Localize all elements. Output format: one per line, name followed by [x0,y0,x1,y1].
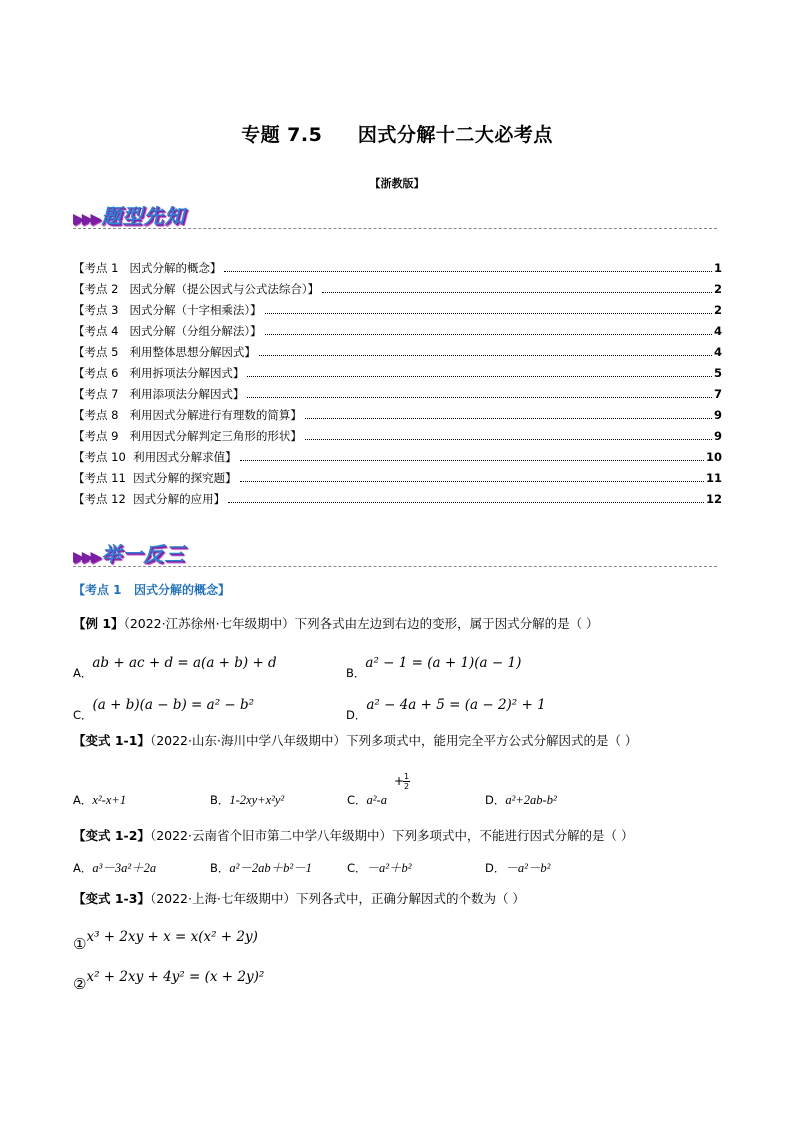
statement-item [73,966,265,993]
variant-question [73,826,633,844]
option-letter: C． [347,861,367,875]
toc-row[interactable] [73,338,722,359]
item-expression: x³ + 2xy + x = x(x² + 2y) [86,929,258,945]
toc-label: 【考点 1 因式分解的概念】 [73,261,222,275]
toc-page-number: 4 [713,324,722,338]
section-banner-overview [73,200,185,229]
question-tag: 【例 1】 [73,616,124,631]
toc-leader [322,292,712,293]
option-expression: (a + b)(a − b) = a² − b² [92,697,255,713]
option-letter: A． [73,666,93,680]
section-divider [73,566,717,567]
section-divider [73,228,717,229]
option-letter: B． [210,861,230,875]
toc-page-number: 11 [705,471,722,485]
variant-question [73,731,637,749]
option-letter: C． [73,708,93,722]
item-number: ② [73,975,87,993]
variant-question [73,889,525,907]
toc-leader [305,418,712,419]
toc-label: 【考点 9 利用因式分解判定三角形的形状】 [73,429,302,443]
option-expression: x²-x+1 [92,793,127,807]
toc-label: 【考点 3 因式分解（十字相乘法）】 [73,303,262,317]
option-expression: a³－3a²＋2a [92,861,157,875]
question-text: （2022·上海·七年级期中）下列各式中，正确分解因式的个数为（ ） [149,891,525,906]
option-b[interactable] [346,652,522,680]
toc-leader [259,355,712,356]
question-tag: 【变式 1-2】 [73,828,150,843]
toc-label: 【考点 8 利用因式分解进行有理数的简算】 [73,408,302,422]
option-letter: B． [346,666,366,680]
toc-label: 【考点 12 因式分解的应用】 [73,492,226,506]
toc-leader [240,481,704,482]
document-title: 专题 7.5 因式分解十二大必考点 [241,124,553,146]
toc-leader [228,502,704,503]
toc-leader [240,460,704,461]
toc-label: 【考点 4 因式分解（分组分解法）】 [73,324,262,338]
item-number: ① [73,935,87,953]
toc-row[interactable] [73,401,722,422]
option-a[interactable] [73,652,277,680]
question-tag: 【变式 1-3】 [73,891,150,906]
table-of-contents [73,254,722,506]
option-expression: －a²＋b² [366,861,412,875]
toc-page-number: 5 [713,366,722,380]
question-text: （2022·江苏徐州·七年级期中）下列各式由左边到右边的变形，属于因式分解的是（ ） [123,616,599,631]
toc-leader [305,439,712,440]
question-text: （2022·云南省个旧市第二中学八年级期中）下列多项式中，不能进行因式分解的是（ ） [149,828,634,843]
edition-label: 【浙教版】 [369,177,425,190]
option-expression: a² − 4a + 5 = (a − 2)² + 1 [366,697,546,713]
option-expression: －a²－b² [505,861,551,875]
option-letter: A． [73,793,93,807]
toc-page-number: 7 [713,387,722,401]
toc-row[interactable] [73,443,722,464]
option-letter: D． [485,793,506,807]
option-letter: B． [210,793,230,807]
toc-label: 【考点 2 因式分解（提公因式与公式法综合）】 [73,282,320,296]
toc-page-number: 12 [705,492,722,506]
question-text: （2022·山东·海川中学八年级期中）下列多项式中，能用完全平方公式分解因式的是（ ） [149,733,638,748]
option-expression: a²－2ab＋b²－1 [229,861,312,875]
toc-row[interactable] [73,485,722,506]
option-c[interactable] [347,858,412,876]
toc-page-number: 10 [705,450,722,464]
option-c[interactable] [73,694,255,722]
example-question [73,614,599,632]
toc-row[interactable] [73,359,722,380]
option-d[interactable] [346,694,546,722]
kaodian-heading: 【考点 1 因式分解的概念】 [73,583,231,597]
toc-page-number: 2 [713,303,722,317]
toc-page-number: 9 [713,408,722,422]
toc-label: 【考点 10 利用因式分解求值】 [73,450,237,464]
toc-page-number: 1 [713,261,722,275]
toc-leader [224,271,712,272]
fraction-numerator: 1 [403,772,410,781]
option-d[interactable] [485,792,557,808]
item-expression: x² + 2xy + 4y² = (x + 2y)² [86,969,265,985]
option-expression: a² − 1 = (a + 1)(a − 1) [365,655,522,671]
toc-label: 【考点 5 利用整体思想分解因式】 [73,345,256,359]
toc-row[interactable] [73,275,722,296]
option-b[interactable] [210,792,284,808]
option-a[interactable] [73,792,126,808]
option-a[interactable] [73,858,156,876]
option-letter: A． [73,861,93,875]
superscript-plus: + [394,774,405,788]
toc-row[interactable] [73,296,722,317]
option-letter: C． [347,793,367,807]
arrows-icon: ▶▶▶ [73,211,100,227]
option-expression: ab + ac + d = a(a + b) + d [92,655,277,671]
option-expression: a²-a [366,793,387,807]
section-banner-label: 举一反三 [101,542,186,566]
section-banner-practice [73,538,185,567]
toc-label: 【考点 6 利用拆项法分解因式】 [73,366,245,380]
toc-leader [265,313,712,314]
toc-row[interactable] [73,254,722,275]
toc-row[interactable] [73,422,722,443]
toc-page-number: 4 [713,345,722,359]
section-banner-label: 题型先知 [101,204,186,228]
toc-leader [247,376,712,377]
fraction-denominator: 2 [403,782,410,791]
toc-label: 【考点 11 因式分解的探究题】 [73,471,237,485]
toc-label: 【考点 7 利用添项法分解因式】 [73,387,245,401]
fraction [403,772,410,791]
option-letter: D． [485,861,506,875]
statement-item [73,926,258,953]
option-expression: 1-2xy+x²y² [229,793,285,807]
toc-page-number: 2 [713,282,722,296]
toc-row[interactable] [73,380,722,401]
option-b[interactable] [210,858,312,876]
toc-leader [265,334,712,335]
toc-row[interactable] [73,464,722,485]
toc-page-number: 9 [713,429,722,443]
option-letter: D． [346,708,367,722]
option-expression: a²+2ab-b² [505,793,557,807]
question-tag: 【变式 1-1】 [73,733,150,748]
toc-leader [247,397,712,398]
option-c[interactable] [347,792,387,808]
toc-row[interactable] [73,317,722,338]
option-d[interactable] [485,858,550,876]
arrows-icon: ▶▶▶ [73,549,100,565]
